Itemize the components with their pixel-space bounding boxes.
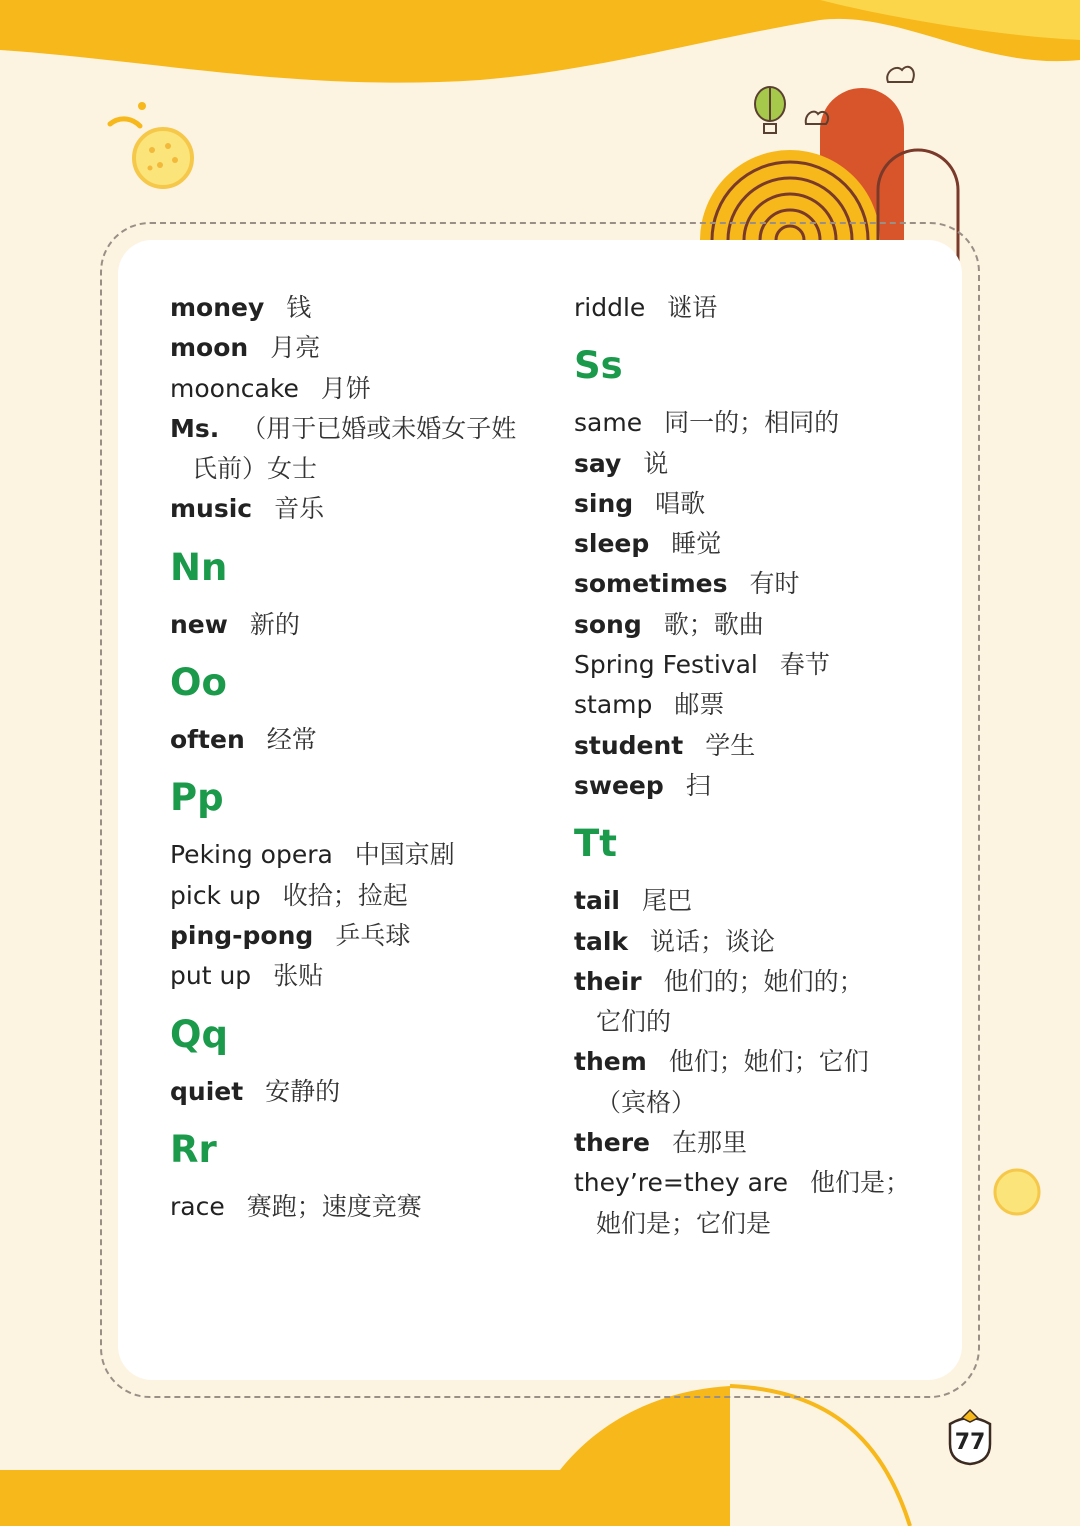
entry-meaning: 钱 — [286, 293, 312, 322]
entry-meaning: 说 — [643, 448, 669, 478]
section-letter: Nn — [170, 545, 228, 589]
entry-meaning: 他们的；她们的； — [663, 966, 864, 996]
entry-word: song — [574, 609, 642, 639]
entry-meaning: 经常 — [266, 725, 317, 755]
entry-meaning: 他们；她们；它们 — [668, 1047, 869, 1077]
entry-word: Spring Festival — [574, 650, 758, 680]
entry-meaning: 学生 — [705, 730, 756, 760]
entry-word: tail — [574, 886, 620, 916]
entry-word: there — [574, 1128, 650, 1158]
entry-meaning: 中国京剧 — [354, 840, 455, 870]
entry-meaning: 赛跑；速度竞赛 — [246, 1191, 422, 1221]
entry-word: moon — [170, 333, 249, 363]
entry-word: race — [170, 1191, 225, 1221]
entry-meaning: 月亮 — [270, 333, 321, 363]
right-column — [574, 288, 910, 1244]
entry-word: their — [574, 966, 642, 996]
vocab-entry — [574, 962, 910, 1002]
entry-word: say — [574, 448, 622, 478]
entry-meaning: 尾巴 — [641, 886, 692, 916]
entry-word: new — [170, 609, 228, 639]
vocab-entry — [574, 403, 910, 443]
page-number: 77 — [954, 1430, 986, 1455]
vocab-entry — [574, 564, 910, 604]
entry-meaning: （用于已婚或未婚女子姓 — [241, 413, 517, 443]
entry-continuation — [170, 449, 516, 489]
vocab-entry — [574, 1123, 910, 1163]
vocab-entry — [170, 956, 516, 996]
entry-meaning: 乒乓球 — [335, 920, 411, 950]
vocab-entry — [574, 922, 910, 962]
entry-word: sometimes — [574, 569, 728, 599]
vocab-entry — [574, 881, 910, 921]
entry-meaning: 睡觉 — [671, 529, 722, 559]
small-mooncake-icon — [995, 1170, 1039, 1214]
entry-meaning: 她们是；它们是 — [596, 1208, 772, 1238]
page-number-badge — [944, 1408, 996, 1466]
entry-word: stamp — [574, 690, 653, 720]
vocab-entry — [574, 605, 910, 645]
entry-meaning: 谜语 — [667, 293, 718, 322]
entry-meaning: 新的 — [249, 609, 300, 639]
vocab-entry — [574, 1042, 910, 1082]
vocab-entry — [170, 605, 516, 645]
entry-word: sweep — [574, 770, 664, 800]
vocab-entry — [170, 288, 516, 328]
entry-meaning: 唱歌 — [655, 488, 706, 518]
entry-meaning: 氏前）女士 — [192, 454, 318, 484]
entry-meaning: 说话；谈论 — [650, 926, 776, 956]
vocab-entry — [170, 369, 516, 409]
entry-word: sleep — [574, 529, 650, 559]
section-letter: Pp — [170, 776, 224, 820]
vocab-entry — [170, 409, 516, 449]
vocab-entry — [574, 444, 910, 484]
entry-word: put up — [170, 961, 252, 991]
section-letter: Qq — [170, 1012, 228, 1056]
entry-meaning: 扫 — [685, 770, 711, 800]
entry-continuation — [574, 1204, 910, 1244]
entry-word: they’re=they are — [574, 1168, 789, 1198]
vocab-entry — [170, 720, 516, 760]
entry-word: quiet — [170, 1076, 244, 1106]
section-letter: Tt — [574, 822, 617, 866]
section-letter: Ss — [574, 344, 623, 388]
entry-meaning: 他们是； — [810, 1168, 911, 1198]
entry-word: riddle — [574, 293, 646, 322]
entry-word: often — [170, 725, 245, 755]
vocab-entry — [574, 645, 910, 685]
entry-word: music — [170, 494, 253, 524]
entry-word: money — [170, 293, 265, 322]
entry-word: same — [574, 408, 643, 438]
vocab-entry — [574, 766, 910, 806]
entry-meaning: 收拾；捡起 — [282, 880, 408, 910]
entry-word: ping-pong — [170, 920, 314, 950]
vocab-entry — [170, 489, 516, 529]
entry-meaning: （宾格） — [596, 1087, 697, 1117]
entry-meaning: 月饼 — [320, 373, 371, 403]
entry-continuation — [574, 1002, 910, 1042]
entry-continuation — [574, 1083, 910, 1123]
vocab-entry — [574, 685, 910, 725]
entry-word: student — [574, 730, 684, 760]
vocab-entry — [574, 288, 910, 328]
section-letter: Oo — [170, 661, 227, 705]
vocab-entry — [170, 876, 516, 916]
entry-meaning: 歌；歌曲 — [663, 609, 764, 639]
entry-word: pick up — [170, 880, 261, 910]
balloon-icon — [755, 87, 785, 133]
entry-meaning: 邮票 — [674, 690, 725, 720]
entry-meaning: 音乐 — [274, 494, 325, 524]
mooncake-icon — [110, 102, 192, 187]
vocab-entry — [170, 1072, 516, 1112]
entry-word: sing — [574, 488, 634, 518]
vocab-entry — [170, 916, 516, 956]
entry-meaning: 春节 — [779, 650, 830, 680]
left-column — [170, 288, 516, 1227]
vocab-entry — [574, 524, 910, 564]
vocab-entry — [574, 726, 910, 766]
entry-word: Ms. — [170, 413, 220, 443]
entry-meaning: 有时 — [749, 569, 800, 599]
entry-word: talk — [574, 926, 629, 956]
entry-word: Peking opera — [170, 840, 333, 870]
entry-meaning: 它们的 — [596, 1007, 672, 1037]
entry-word: mooncake — [170, 373, 299, 403]
vocab-entry — [170, 835, 516, 875]
entry-meaning: 在那里 — [672, 1128, 748, 1158]
vocab-entry — [170, 1187, 516, 1227]
vocab-entry — [574, 484, 910, 524]
vocab-entry — [170, 328, 516, 368]
vocab-entry — [574, 1163, 910, 1203]
entry-meaning: 安静的 — [265, 1076, 341, 1106]
entry-word: them — [574, 1047, 647, 1077]
entry-meaning: 张贴 — [273, 961, 324, 991]
section-letter: Rr — [170, 1127, 217, 1171]
entry-meaning: 同一的；相同的 — [664, 408, 840, 438]
